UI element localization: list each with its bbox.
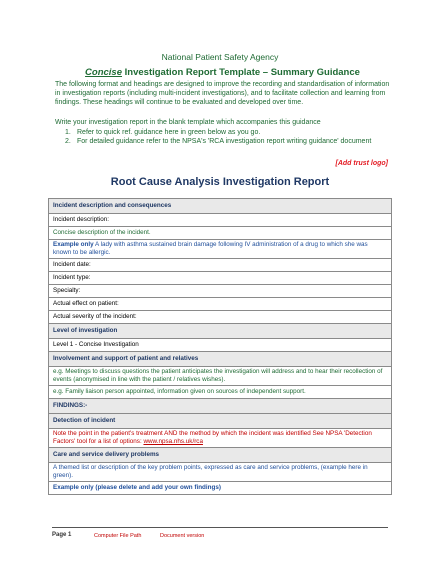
guidance-heading xyxy=(55,67,390,78)
detection-link[interactable]: www.npsa.nhs.uk/rca xyxy=(143,438,203,445)
step-item xyxy=(65,128,395,137)
concise-description-guidance: Concise description of the incident. xyxy=(49,227,392,240)
involvement-guidance-1: e.g. Meetings to discuss questions the patient anticipates the investigation will address and to hear their recollection of events (anonymised in line with the patient / relatives wishes). xyxy=(49,367,392,386)
page-number: Page 1 xyxy=(52,532,72,538)
report-title: Root Cause Analysis Investigation Report xyxy=(110,176,330,188)
file-path: Computer File Path xyxy=(94,533,142,539)
example-text: A lady with asthma sustained brain damage following IV administration of a drug to which she was known to be allergic. xyxy=(53,241,368,256)
example-row xyxy=(49,240,392,259)
section-detection: Detection of incident xyxy=(49,414,392,429)
document-version: Document version xyxy=(160,533,205,539)
incident-type-field[interactable]: Incident type: xyxy=(49,272,392,285)
step-number: 1. xyxy=(65,129,71,136)
agency-name: National Patient Safety Agency xyxy=(161,52,279,62)
actual-severity-field[interactable]: Actual severity of the incident: xyxy=(49,311,392,324)
write-instruction: Write your investigation report in the blank template which accompanies this guidance xyxy=(55,119,321,126)
incident-description-field[interactable]: Incident description: xyxy=(49,214,392,227)
trust-logo-placeholder: [Add trust logo] xyxy=(335,160,388,167)
detection-note xyxy=(49,429,392,448)
footer-divider xyxy=(52,527,388,528)
care-example: Example only (please delete and add your own findings) xyxy=(49,482,392,495)
specialty-field[interactable]: Specialty: xyxy=(49,285,392,298)
heading-concise: Concise xyxy=(85,67,123,78)
example-label: Example only xyxy=(53,241,94,248)
report-table xyxy=(48,198,392,495)
section-level-of-investigation: Level of investigation xyxy=(49,324,392,339)
step-number: 2. xyxy=(65,138,71,146)
step-text: Refer to quick ref. guidance here in green below as you go. xyxy=(77,129,261,136)
intro-paragraph: The following format and headings are designed to improve the recording and standardisation of information in investigation reports (including multi-incident investigations), and to facilitate collection and learning from findings. These headings will continue to be evaluated and developed over time. xyxy=(55,81,390,107)
guidance-steps xyxy=(65,128,395,146)
actual-effect-field[interactable]: Actual effect on patient: xyxy=(49,298,392,311)
section-incident-description: Incident description and consequences xyxy=(49,199,392,214)
step-item xyxy=(65,137,395,146)
step-text: For detailed guidance refer to the NPSA's 'RCA investigation report writing guidance' document xyxy=(77,138,372,146)
level-value[interactable]: Level 1 - Concise Investigation xyxy=(49,339,392,352)
section-involvement: Involvement and support of patient and relatives xyxy=(49,352,392,367)
detection-note-text: Note the point in the patient's treatment AND the method by which the incident was identified See NPSA 'Detection Factors' tool for a list of options: xyxy=(53,430,372,445)
section-care-service: Care and service delivery problems xyxy=(49,448,392,463)
involvement-guidance-2: e.g. Family liaison person appointed, information given on sources of independent support. xyxy=(49,386,392,399)
incident-date-field[interactable]: Incident date: xyxy=(49,259,392,272)
care-guidance: A themed list or description of the key problem points, expressed as care and service problems, (example here in green). xyxy=(49,463,392,482)
findings-heading: FINDINGS:- xyxy=(49,399,392,414)
heading-rest: Investigation Report Template – Summary Guidance xyxy=(122,67,360,78)
